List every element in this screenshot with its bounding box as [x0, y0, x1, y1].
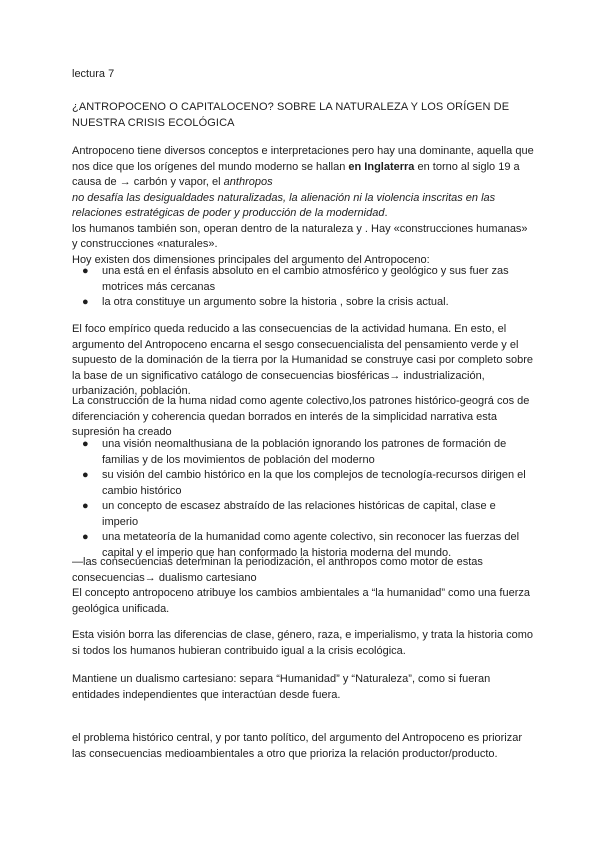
document-title: ¿ANTROPOCENO O CAPITALOCENO? SOBRE LA NATURALEZA Y LOS ORÍGEN DE NUESTRA CRISIS ECOLÓGICA	[72, 101, 510, 129]
list-item: ● una metateoría de la humanidad como agente colectivo, sin reconocer las fuerzas del capital y el imperio que han conformado la historia moderna del mundo.	[82, 531, 520, 559]
dimensions-list	[72, 264, 534, 311]
intro-text-bold: en Inglaterra	[348, 160, 415, 173]
paragraph-humans: los humanos también son, operan dentro de la naturaleza y . Hay «construcciones humanas» y construcciones «naturales».	[72, 222, 528, 250]
document-heading: lectura 7	[72, 68, 115, 80]
intro-italic-sentence: no desafía las desigualdades naturalizadas, la alienación ni la violencia inscritas en las relaciones estratégicas de poder y producción de la modernidad	[72, 191, 496, 219]
paragraph-historical-problem: el problema histórico central, y por tanto político, del argumento del Antropoceno es priorizar las consecuencias medioambientales a otro que prioriza la relación productor/producto.	[72, 732, 523, 760]
list-item: ● una visión neomalthusiana de la población ignorando los patrones de formación de familias y de los movimientos de población del moderno	[82, 438, 507, 466]
intro-text-2: en torno al siglo 19 a causa de → carbón y vapor, el	[72, 160, 520, 188]
list-item: ● su visión del cambio histórico en la que los complejos de tecnología-recursos dirigen el cambio histórico	[82, 469, 526, 497]
paragraph-erases-differences: Esta visión borra las diferencias de clase, género, raza, e imperialismo, y trata la historia como si todos los humanos hubieran contribuido igual a la crisis ecológica.	[72, 629, 533, 657]
paragraph-intro	[72, 144, 534, 268]
suppression-list	[72, 437, 534, 561]
list-item: ● una está en el énfasis absoluto en el cambio atmosférico y geológico y sus fuer zas motrices más cercanas	[82, 265, 509, 293]
list-item: ● la otra constituye un argumento sobre la historia , sobre la crisis actual.	[82, 296, 449, 308]
intro-period: .	[384, 207, 388, 219]
paragraph-concept: El concepto antropoceno atribuye los cambios ambientales a “la humanidad” como una fuerza geológica unificada.	[72, 587, 530, 615]
paragraph-dualism: Mantiene un dualismo cartesiano: separa “Humanidad” y “Naturaleza”, como si fueran entidades independientes que interactúan desde fuera.	[72, 673, 491, 701]
paragraph-humanity-construction: La construcción de la huma nidad como agente colectivo,los patrones histórico-geográ cos de diferenciación y coherencia quedan borrados en interés de la simplicidad narrativa esta supresión ha creado	[72, 395, 530, 438]
paragraph-empirical-focus: El foco empírico queda reducido a las consecuencias de la actividad humana. En esto, el argumento del Antropoceno encarna el sesgo consecuencialista del pensamiento verde y el supuesto de la dominación de la tierra por la Humanidad se construye casi por completo sobre la base de un significativo catálogo de consecuencias biosféricas→ industrialización, urbanización, población.	[72, 323, 534, 397]
intro-text-italic: anthropos	[223, 176, 273, 188]
list-item: ● un concepto de escasez abstraído de las relaciones históricas de capital, clase e imperio	[82, 500, 496, 528]
paragraph-dimensions: Hoy existen dos dimensiones principales del argumento del Antropoceno:	[72, 253, 430, 266]
paragraph-consequences: —las consecuencias determinan la periodización, el anthropos como motor de estas consecuencias→ dualismo cartesiano	[72, 556, 483, 584]
intro-text-1: Antropoceno tiene diversos conceptos e interpretaciones pero hay una dominante, aquella que nos dice que los orígenes del mundo moderno se hallan	[72, 145, 534, 173]
